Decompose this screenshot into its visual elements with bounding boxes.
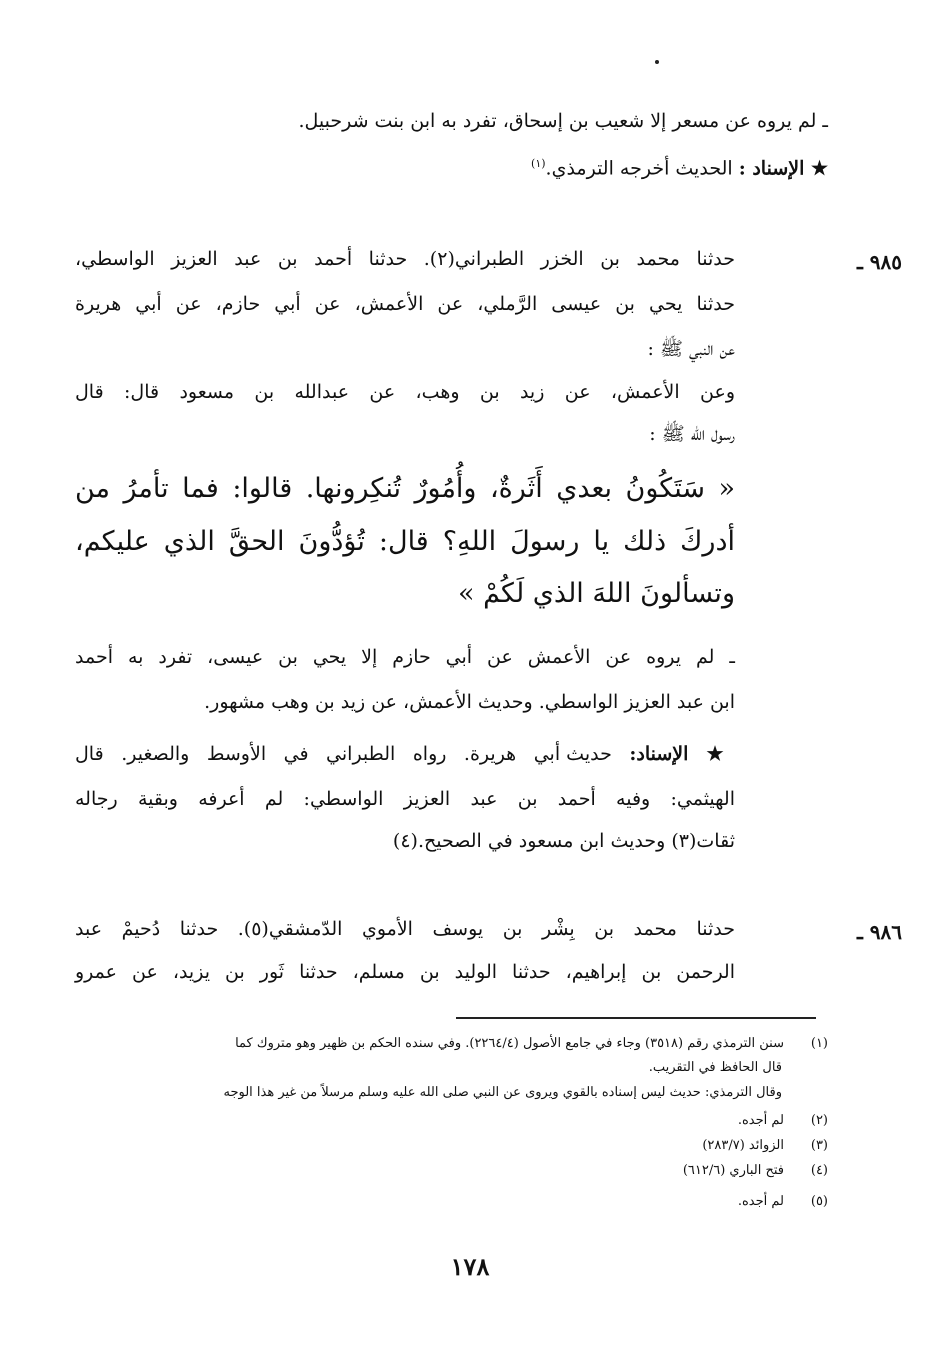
footnote-text: لم أجده. bbox=[737, 1194, 784, 1209]
hadith-985-line-5: رسول الله ﷺ : bbox=[649, 423, 735, 445]
hadith-number: ٩٨٥ ـ bbox=[856, 250, 902, 274]
hadith-985-isnad-3: ثقات(٣) وحديث ابن مسعود في الصحيح.(٤) bbox=[392, 830, 735, 852]
footnote-number: (٥) bbox=[810, 1194, 828, 1209]
isnad-label: ★ الإسناد : bbox=[738, 157, 828, 180]
hadith-985-text-2: أدركَ ذلك يا رسولَ اللهِ؟ قال: تُؤدُّونَ الحقَّ الذي عليكم، bbox=[75, 526, 735, 557]
hadith-986-line-2: الرحمن بن إبراهيم، حدثنا الوليد بن مسلم، حدثنا ثَور بن يزيد، عن عمرو bbox=[75, 961, 735, 983]
hadith-985-line-3: عن النبي ﷺ : bbox=[647, 338, 735, 360]
footnote-text: وقال الترمذي: حديث ليس إسناده بالقوي ويروى عن النبي صلى الله عليه وسلم مرسلاً من غير هذا الوجه bbox=[223, 1085, 782, 1100]
footnote-text: الزوائد (٢٨٣/٧) bbox=[702, 1138, 784, 1153]
hadith-985-line-2: حدثنا يحي بن عيسى الرَّملي، عن الأعمش، عن أبي حازم، عن أبي هريرة bbox=[75, 293, 735, 315]
footnote-text: فتح الباري (٦١٢/٦) bbox=[682, 1163, 784, 1178]
footnote-number: (٤) bbox=[810, 1163, 828, 1178]
footnote-number: (٢) bbox=[810, 1113, 828, 1128]
isnad-text: الحديث أخرجه الترمذي. bbox=[545, 157, 733, 180]
isnad-label: ★ الإسناد: bbox=[629, 743, 735, 765]
footnote-text: سنن الترمذي رقم (٣٥١٨) وجاء في جامع الأصول (٢٢٦٤/٤). وفي سنده الحكم بن ظهير وهو متروك كما bbox=[235, 1036, 784, 1051]
hadith-985-isnad-2: الهيثمي: وفيه أحمد بن عبد العزيز الواسطي: لم أعرفه وبقية رجاله bbox=[75, 788, 735, 810]
footnote-1-cont bbox=[75, 1060, 782, 1075]
hadith-985-text-3: وتسألونَ اللهَ الذي لَكُمْ » bbox=[457, 578, 735, 609]
hadith-985-comment-2: ابن عبد العزيز الواسطي. وحديث الأعمش، عن زيد بن وهب مشهور. bbox=[204, 691, 735, 713]
hadith-985-comment-1: ـ لم يروه عن الأعمش عن أبي حازم إلا يحي بن عيسى، تفرد به أحمد bbox=[75, 646, 735, 668]
page-number: ١٧٨ bbox=[450, 1252, 490, 1281]
hadith-985-text-1: « سَتَكُونُ بعدي أَثَرةٌ، وأُمُورٌ تُنكِرونها. قالوا: فما تأمرُ من bbox=[75, 473, 735, 504]
footnote-number: (١) bbox=[810, 1036, 828, 1051]
hadith-985-line-1: حدثنا محمد بن الخزر الطبراني(٢). حدثنا أحمد بن عبد العزيز الواسطي، bbox=[75, 248, 736, 270]
footnote-ref: (١) bbox=[531, 157, 546, 170]
footnote-1 bbox=[75, 1036, 828, 1051]
footnote-5 bbox=[75, 1194, 828, 1209]
hadith-985-isnad-1 bbox=[75, 745, 735, 764]
intro-isnad bbox=[75, 158, 828, 178]
isnad-text: حديث أبي هريرة. رواه الطبراني في الأوسط والصغير. قال bbox=[75, 743, 612, 765]
hadith-986-line-1: حدثنا محمد بن بِشْر بن يوسف الأموي الدّمشقي(٥). حدثنا دُحيمْ عبد bbox=[75, 918, 735, 940]
footnote-3 bbox=[75, 1138, 828, 1153]
footnote-number: (٣) bbox=[810, 1138, 828, 1153]
footnote-2 bbox=[75, 1113, 828, 1128]
footnote-1-cont2 bbox=[75, 1085, 782, 1100]
footnote-text: قال الحافظ في التقريب. bbox=[648, 1060, 782, 1075]
intro-line: ـ لم يروه عن مسعر إلا شعيب بن إسحاق، تفرد به ابن بنت شرحبيل. bbox=[298, 110, 828, 132]
footnote-separator bbox=[456, 1017, 816, 1019]
footnote-text: لم أجده. bbox=[737, 1113, 784, 1128]
footnote-4 bbox=[75, 1163, 828, 1178]
hadith-985-line-4: وعن الأعمش، عن زيد بن وهب، عن عبدالله بن مسعود قال: قال bbox=[75, 381, 735, 403]
hadith-number: ٩٨٦ ـ bbox=[856, 920, 902, 944]
ink-speck bbox=[655, 60, 659, 64]
